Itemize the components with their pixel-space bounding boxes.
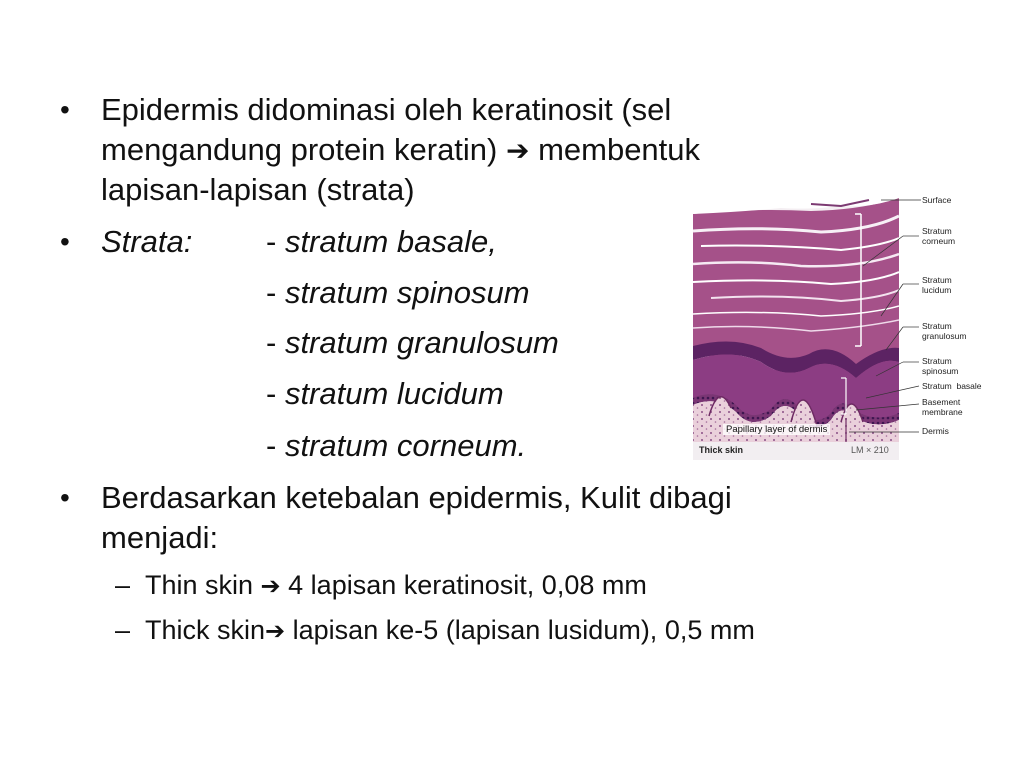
label-papillary-layer: Papillary layer of dermis bbox=[723, 424, 830, 435]
sub-2-text-b: lapisan ke-5 (lapisan lusidum), 0,5 mm bbox=[285, 615, 755, 645]
strata-dash: - bbox=[266, 275, 285, 310]
caption-thick-skin: Thick skin bbox=[699, 445, 744, 455]
thick-skin-micrograph-figure bbox=[691, 186, 983, 462]
bullet-1-line-3: lapisan-lapisan (strata) bbox=[101, 172, 415, 207]
label-stratum-corneum-2: corneum bbox=[922, 236, 956, 246]
sub-bullet-thick-skin bbox=[145, 613, 755, 649]
strata-name: stratum spinosum bbox=[284, 275, 530, 310]
bullet-dot: • bbox=[60, 94, 70, 125]
strata-dash: - bbox=[266, 325, 285, 360]
sub-1-text-b: 4 lapisan keratinosit, 0,08 mm bbox=[280, 570, 647, 600]
strata-dash: - bbox=[266, 224, 285, 259]
sub-bullet-thin-skin bbox=[145, 568, 647, 604]
strata-item bbox=[266, 426, 526, 466]
strata-item bbox=[266, 323, 559, 363]
strata-item bbox=[266, 222, 497, 262]
label-surface: Surface bbox=[922, 195, 952, 205]
strata-item bbox=[266, 273, 530, 313]
label-stratum-granulosum-2: granulosum bbox=[922, 331, 967, 341]
sub-2-text-a: Thick skin bbox=[145, 615, 266, 645]
bullet-dot: • bbox=[60, 226, 70, 257]
sub-1-text-a: Thin skin bbox=[145, 570, 261, 600]
label-dermis: Dermis bbox=[922, 426, 949, 436]
bullet-3-line-1: Berdasarkan ketebalan epidermis, Kulit dibagi bbox=[101, 480, 732, 515]
strata-name: stratum basale, bbox=[284, 224, 497, 259]
label-basement-1: Basement bbox=[922, 397, 961, 407]
strata-item bbox=[266, 374, 504, 414]
label-stratum-corneum-1: Stratum bbox=[922, 226, 952, 236]
label-basement-2: membrane bbox=[922, 407, 963, 417]
label-stratum-lucidum-1: Stratum bbox=[922, 275, 952, 285]
arrow-right-icon: ➔ bbox=[505, 135, 530, 166]
arrow-right-icon: ➔ bbox=[260, 573, 281, 600]
strata-label: Strata: bbox=[101, 224, 193, 259]
strata-dash: - bbox=[266, 428, 285, 463]
strata-dash: - bbox=[266, 376, 285, 411]
strata-name: stratum lucidum bbox=[284, 376, 504, 411]
bullet-1-line-2 bbox=[101, 130, 700, 171]
strata-name: stratum corneum. bbox=[284, 428, 527, 463]
label-stratum-spinosum-1: Stratum bbox=[922, 356, 952, 366]
bullet-1-line-2-text-b: membentuk bbox=[529, 132, 701, 167]
label-stratum-spinosum-2: spinosum bbox=[922, 366, 959, 376]
label-stratum-lucidum-2: lucidum bbox=[922, 285, 952, 295]
strata-name: stratum granulosum bbox=[284, 325, 559, 360]
bullet-1-line-1: Epidermis didominasi oleh keratinosit (sel bbox=[101, 92, 672, 127]
label-stratum-granulosum-1: Stratum bbox=[922, 321, 952, 331]
sub-bullet-dash: – bbox=[115, 615, 131, 645]
bullet-1-line-2-text-a: mengandung protein keratin) bbox=[101, 132, 506, 167]
arrow-right-icon: ➔ bbox=[265, 618, 286, 645]
label-stratum-basale: Stratum basale bbox=[922, 381, 982, 391]
caption-magnification: LM × 210 bbox=[851, 445, 889, 455]
bullet-3-line-2: menjadi: bbox=[101, 520, 219, 555]
bullet-dot: • bbox=[60, 482, 70, 513]
sub-bullet-dash: – bbox=[115, 570, 131, 600]
